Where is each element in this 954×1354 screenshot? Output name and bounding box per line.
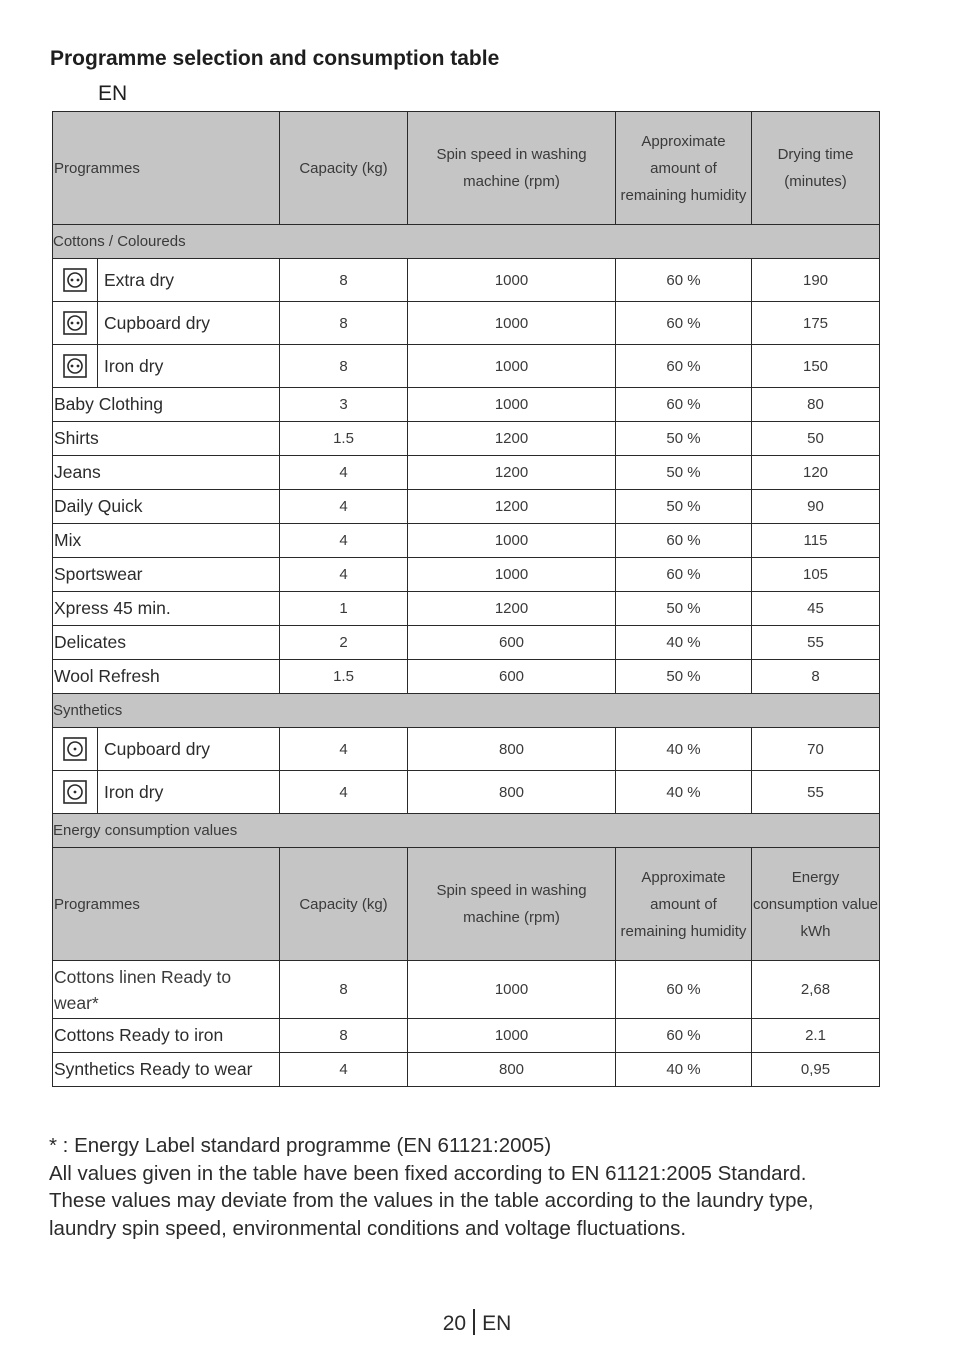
table-row — [53, 259, 880, 302]
programme-cell — [53, 259, 280, 302]
table-row — [53, 961, 880, 1019]
page-footer — [0, 1309, 954, 1336]
humidity-cell: 60 % — [616, 524, 752, 558]
note-line: laundry spin speed, environmental conditions and voltage fluctuations. — [49, 1216, 687, 1240]
capacity-cell: 8 — [280, 961, 408, 1019]
table-row — [53, 490, 880, 524]
notes — [49, 1132, 929, 1242]
spin-cell: 600 — [408, 660, 616, 694]
section-cottons — [53, 225, 880, 259]
capacity-cell: 4 — [280, 558, 408, 592]
humidity-cell: 50 % — [616, 422, 752, 456]
capacity-cell: 8 — [280, 1019, 408, 1053]
table-row — [53, 626, 880, 660]
note-line: * : Energy Label standard programme (EN 61121:2005) — [49, 1134, 552, 1157]
spin-cell: 1200 — [408, 490, 616, 524]
humidity-cell: 60 % — [616, 302, 752, 345]
spin-cell: 600 — [408, 626, 616, 660]
time-cell: 115 — [752, 524, 880, 558]
spin-cell: 800 — [408, 1053, 616, 1087]
spin-cell: 1000 — [408, 259, 616, 302]
time-cell: 80 — [752, 388, 880, 422]
programme-name: Jeans — [53, 456, 280, 490]
spin-cell: 800 — [408, 771, 616, 814]
note-line: These values may deviate from the values in the table according to the laundry type, — [49, 1189, 814, 1212]
programme-name: Iron dry — [104, 781, 164, 802]
time-cell: 190 — [752, 259, 880, 302]
programme-name: Baby Clothing — [53, 388, 280, 422]
spin-cell: 1000 — [408, 302, 616, 345]
programme-cell — [53, 302, 280, 345]
column-header: Drying time (minutes) — [752, 112, 880, 225]
programme-cell — [53, 728, 280, 771]
footer-language: EN — [482, 1312, 512, 1335]
humidity-cell: 60 % — [616, 961, 752, 1019]
programme-name: Cottons linen Ready to wear* — [53, 961, 280, 1019]
table-row — [53, 728, 880, 771]
energy-cell: 2,68 — [752, 961, 880, 1019]
table-row — [53, 456, 880, 490]
programme-table — [52, 111, 880, 1087]
table-row — [53, 771, 880, 814]
tumble-dry-one-dot-icon — [62, 736, 88, 762]
column-header: Approximate amount of remaining humidity — [616, 848, 752, 961]
spin-cell: 1000 — [408, 388, 616, 422]
energy-cell: 0,95 — [752, 1053, 880, 1087]
capacity-cell: 8 — [280, 259, 408, 302]
programme-cell — [53, 771, 280, 814]
capacity-cell: 4 — [280, 728, 408, 771]
programme-name: Wool Refresh — [53, 660, 280, 694]
table-row — [53, 558, 880, 592]
capacity-cell: 2 — [280, 626, 408, 660]
humidity-cell: 50 % — [616, 592, 752, 626]
column-header: Programmes — [53, 112, 280, 225]
capacity-cell: 4 — [280, 490, 408, 524]
table-row — [53, 1019, 880, 1053]
humidity-cell: 60 % — [616, 558, 752, 592]
programme-name: Iron dry — [104, 355, 164, 376]
table-row — [53, 592, 880, 626]
capacity-cell: 4 — [280, 771, 408, 814]
icon-box — [53, 345, 98, 387]
time-cell: 90 — [752, 490, 880, 524]
programme-name: Daily Quick — [53, 490, 280, 524]
capacity-cell: 1 — [280, 592, 408, 626]
column-header: Capacity (kg) — [280, 848, 408, 961]
time-cell: 55 — [752, 771, 880, 814]
spin-cell: 1000 — [408, 524, 616, 558]
programme-name: Synthetics Ready to wear — [53, 1053, 280, 1087]
time-cell: 8 — [752, 660, 880, 694]
footer-divider — [473, 1309, 475, 1335]
programme-name: Sportswear — [53, 558, 280, 592]
energy-cell: 2.1 — [752, 1019, 880, 1053]
time-cell: 105 — [752, 558, 880, 592]
spin-cell: 1200 — [408, 422, 616, 456]
capacity-cell: 1.5 — [280, 422, 408, 456]
tumble-dry-two-dots-icon — [62, 310, 88, 336]
programme-name: Xpress 45 min. — [53, 592, 280, 626]
icon-box — [53, 259, 98, 301]
humidity-cell: 40 % — [616, 771, 752, 814]
tumble-dry-one-dot-icon — [62, 779, 88, 805]
column-header: Spin speed in washing machine (rpm) — [408, 112, 616, 225]
capacity-cell: 4 — [280, 1053, 408, 1087]
humidity-cell: 50 % — [616, 490, 752, 524]
capacity-cell: 1.5 — [280, 660, 408, 694]
time-cell: 70 — [752, 728, 880, 771]
page-title: Programme selection and consumption table — [50, 47, 500, 70]
capacity-cell: 4 — [280, 524, 408, 558]
table-row — [53, 388, 880, 422]
capacity-cell: 8 — [280, 345, 408, 388]
table-row — [53, 660, 880, 694]
time-cell: 150 — [752, 345, 880, 388]
tumble-dry-two-dots-icon — [62, 267, 88, 293]
section-energy — [53, 814, 880, 848]
time-cell: 175 — [752, 302, 880, 345]
spin-cell: 1200 — [408, 592, 616, 626]
icon-box — [53, 728, 98, 770]
note-line: All values given in the table have been fixed according to EN 61121:2005 Standard. — [49, 1161, 807, 1185]
column-header: Energy consumption value kWh — [752, 848, 880, 961]
programme-name: Cottons Ready to iron — [53, 1019, 280, 1053]
table-row — [53, 1053, 880, 1087]
programme-name: Cupboard dry — [104, 738, 211, 759]
programme-name: Cupboard dry — [104, 312, 211, 333]
programme-name: Mix — [53, 524, 280, 558]
column-header: Spin speed in washing machine (rpm) — [408, 848, 616, 961]
humidity-cell: 50 % — [616, 660, 752, 694]
time-cell: 50 — [752, 422, 880, 456]
table-row — [53, 345, 880, 388]
table-row — [53, 524, 880, 558]
humidity-cell: 40 % — [616, 1053, 752, 1087]
section-synthetics — [53, 694, 880, 728]
humidity-cell: 40 % — [616, 626, 752, 660]
header-row-energy — [53, 848, 880, 961]
section-label: Energy consumption values — [53, 814, 880, 848]
capacity-cell: 8 — [280, 302, 408, 345]
column-header: Programmes — [53, 848, 280, 961]
language-label: EN — [98, 82, 128, 105]
table-row — [53, 422, 880, 456]
column-header: Approximate amount of remaining humidity — [616, 112, 752, 225]
humidity-cell: 60 % — [616, 345, 752, 388]
column-header: Capacity (kg) — [280, 112, 408, 225]
spin-cell: 1000 — [408, 961, 616, 1019]
programme-name: Extra dry — [104, 269, 175, 290]
spin-cell: 1000 — [408, 345, 616, 388]
capacity-cell: 3 — [280, 388, 408, 422]
capacity-cell: 4 — [280, 456, 408, 490]
humidity-cell: 40 % — [616, 728, 752, 771]
humidity-cell: 60 % — [616, 388, 752, 422]
spin-cell: 1000 — [408, 558, 616, 592]
time-cell: 55 — [752, 626, 880, 660]
programme-cell — [53, 345, 280, 388]
programme-name: Shirts — [53, 422, 280, 456]
icon-box — [53, 302, 98, 344]
page-number: 20 — [442, 1312, 467, 1335]
tumble-dry-two-dots-icon — [62, 353, 88, 379]
time-cell: 120 — [752, 456, 880, 490]
section-label: Synthetics — [53, 694, 880, 728]
spin-cell: 1200 — [408, 456, 616, 490]
table-row — [53, 302, 880, 345]
humidity-cell: 60 % — [616, 1019, 752, 1053]
programme-name: Delicates — [53, 626, 280, 660]
humidity-cell: 60 % — [616, 259, 752, 302]
spin-cell: 1000 — [408, 1019, 616, 1053]
time-cell: 45 — [752, 592, 880, 626]
spin-cell: 800 — [408, 728, 616, 771]
section-label: Cottons / Coloureds — [53, 225, 880, 259]
icon-box — [53, 771, 98, 813]
humidity-cell: 50 % — [616, 456, 752, 490]
header-row — [53, 112, 880, 225]
